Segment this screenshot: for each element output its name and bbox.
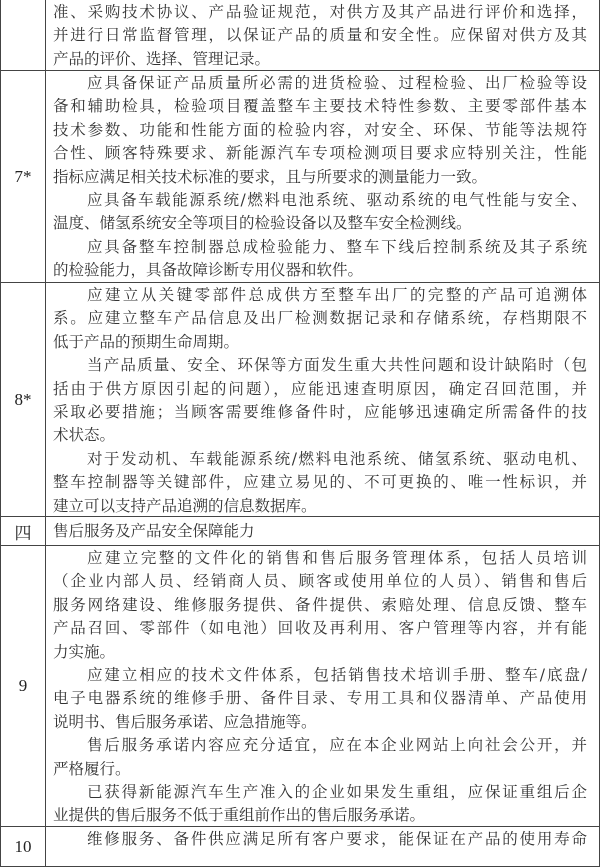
text-line: 合性、顾客特殊要求、新能源汽车专项检测项目要求应特别关注，性能 xyxy=(53,144,587,163)
paragraph xyxy=(53,448,587,518)
text-line: 售后服务承诺内容应充分适宜，应在本企业网站上向社会公开，并 xyxy=(87,736,587,755)
requirement-text xyxy=(46,517,599,545)
item-number xyxy=(1,0,46,70)
text-line: 的检验能力，具备故障诊断专用仪器和软件。 xyxy=(53,261,364,280)
requirement-text xyxy=(46,283,599,516)
paragraph xyxy=(53,664,587,734)
paragraph xyxy=(53,781,587,828)
text-line: 技术参数、功能和性能方面的检验内容，对安全、环保、节能等法规符 xyxy=(53,120,587,139)
text-line: 力实施。 xyxy=(53,642,116,661)
text-line: 售后服务及产品安全保障能力 xyxy=(53,522,255,540)
text-line: 系。应建立整车产品信息及出厂检测数据记录和存储系统，存档期限不 xyxy=(53,309,587,328)
paragraph xyxy=(53,547,587,664)
text-line: 应建立完整的文件化的销售和售后服务管理体系，包括人员培训 xyxy=(87,549,587,567)
text-line: 建立可以支持产品追溯的信息数据库。 xyxy=(53,496,317,515)
table-row xyxy=(1,827,599,867)
text-line: 服务网络建设、维修服务提供、备件提供、索赔处理、信息反馈、整车 xyxy=(53,595,587,614)
item-number: 8* xyxy=(1,283,46,516)
table-row xyxy=(1,71,599,283)
paragraph xyxy=(53,828,587,851)
paragraph xyxy=(53,284,587,354)
paragraph xyxy=(53,734,587,781)
text-line: 术状态。 xyxy=(53,426,116,445)
table-row xyxy=(1,517,599,546)
text-line: 括由于供方原因引起的问题），应能迅速查明原因，确定召回范围，并 xyxy=(53,379,587,398)
text-line: 应具备整车控制器总成检验能力、整车下线后控制系统及其子系统 xyxy=(87,237,587,256)
text-line: 电子电器系统的维修手册、备件目录、专用工具和仪器清单、产品使用 xyxy=(53,689,587,708)
text-line: 当产品质量、安全、环保等方面发生重大共性问题和设计缺陷时（包 xyxy=(87,356,587,375)
text-line: 并进行日常监督管理，以保证产品的质量和安全性。应保留对供方及其 xyxy=(53,26,587,45)
text-line: 业提供的售后服务不低于重组前作出的售后服务承诺。 xyxy=(53,806,426,825)
item-number: 10 xyxy=(1,827,46,866)
paragraph xyxy=(53,1,587,71)
item-number: 四 xyxy=(1,517,46,545)
text-line: 应建立从关键零部件总成供方至整车出厂的完整的产品可追溯体 xyxy=(87,286,587,304)
requirement-text xyxy=(46,546,599,826)
text-line: 应具备车载能源系统/燃料电池系统、驱动系统的电气性能与安全、 xyxy=(87,191,587,210)
item-number: 9 xyxy=(1,546,46,826)
text-line: 准、采购技术协议、产品验证规范，对供方及其产品进行评价和选择， xyxy=(53,3,587,21)
text-line: 低于产品的预期生命周期。 xyxy=(53,332,240,351)
text-line: 采取必要措施；当顾客需要维修备件时，应能够迅速确定所需备件的技 xyxy=(53,403,587,422)
text-line: 对于发动机、车载能源系统/燃料电池系统、储氢系统、驱动电机、 xyxy=(87,449,587,468)
table-row xyxy=(1,0,599,71)
text-line: 已获得新能源汽车生产准入的企业如果发生重组，应保证重组后企 xyxy=(87,783,587,802)
text-line: 整车控制器等关键部件，应建立易见的、不可更换的、唯一性标识，并 xyxy=(53,473,587,492)
text-line: 产品召回、零部件（如电池）回收及再利用、客户管理等内容，并有能 xyxy=(53,619,587,638)
paragraph xyxy=(53,189,587,236)
paragraph xyxy=(53,72,587,189)
text-line: 温度、储氢系统安全等项目的检验设备以及整车安全检测线。 xyxy=(53,214,472,233)
text-line: 备和辅助检具，检验项目覆盖整车主要技术特性参数、主要零部件基本 xyxy=(53,97,587,116)
text-line: 说明书、售后服务承诺、应急措施等。 xyxy=(53,712,317,731)
requirement-text xyxy=(46,0,599,70)
paragraph xyxy=(53,520,587,543)
text-line: 指标应满足相关技术标准的要求，且与所要求的测量能力一致。 xyxy=(53,167,488,186)
text-line: 产品的评价、选择、管理记录。 xyxy=(53,49,271,68)
requirement-text xyxy=(46,827,599,866)
text-line: （企业内部人员、经销商人员、顾客或使用单位的人员）、销售和售后 xyxy=(53,572,587,591)
paragraph xyxy=(53,354,587,448)
table-row xyxy=(1,546,599,827)
paragraph xyxy=(53,236,587,283)
text-line: 应具备保证产品质量所必需的进货检验、过程检验、出厂检验等设 xyxy=(87,74,587,92)
table-row xyxy=(1,283,599,517)
item-number: 7* xyxy=(1,71,46,282)
text-line: 维修服务、备件供应满足所有客户要求，能保证在产品的使用寿命 xyxy=(87,830,587,848)
requirement-text xyxy=(46,71,599,282)
text-line: 应建立相应的技术文件体系，包括销售技术培训手册、整车/底盘/ xyxy=(87,666,587,685)
text-line: 严格履行。 xyxy=(53,759,131,778)
